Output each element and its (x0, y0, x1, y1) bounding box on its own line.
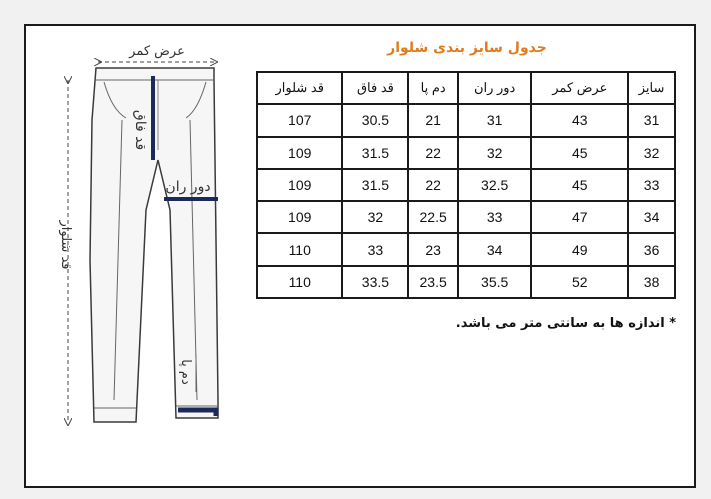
table-cell: 31 (458, 104, 532, 136)
table-cell: 31.5 (342, 169, 408, 201)
table-cell: 30.5 (342, 104, 408, 136)
table-cell: 34 (458, 233, 532, 265)
table-cell: 109 (257, 137, 342, 169)
table-cell: 45 (531, 137, 628, 169)
header-size: سایز (628, 72, 675, 104)
table-row (257, 266, 675, 298)
header-hem: دم پا (408, 72, 458, 104)
chart-title: جدول سایز بندی شلوار (387, 40, 547, 56)
header-rise: قد فاق (342, 72, 408, 104)
table-cell: 33.5 (342, 266, 408, 298)
table-cell: 23.5 (408, 266, 458, 298)
table-cell: 49 (531, 233, 628, 265)
table-cell: 32.5 (458, 169, 532, 201)
table-row (257, 233, 675, 265)
table-cell: 110 (257, 266, 342, 298)
table-cell: 23 (408, 233, 458, 265)
table-row (257, 104, 675, 136)
table-cell: 32 (628, 137, 675, 169)
table-cell: 22.5 (408, 201, 458, 233)
table-cell: 33 (458, 201, 532, 233)
table-cell: 36 (628, 233, 675, 265)
table-cell: 35.5 (458, 266, 532, 298)
units-note: * اندازه ها به سانتی متر می باشد. (455, 316, 676, 331)
table-cell: 109 (257, 169, 342, 201)
header-thigh: دور ران (458, 72, 532, 104)
size-table (256, 71, 676, 299)
table-cell: 38 (628, 266, 675, 298)
table-cell: 33 (628, 169, 675, 201)
header-waist: عرض کمر (531, 72, 628, 104)
table-cell: 22 (408, 137, 458, 169)
table-header-row (257, 72, 675, 104)
table-row (257, 137, 675, 169)
table-row (257, 169, 675, 201)
table-cell: 32 (458, 137, 532, 169)
table-cell: 32 (342, 201, 408, 233)
thigh-label: دور ران (165, 179, 211, 195)
table-cell: 52 (531, 266, 628, 298)
table-cell: 31 (628, 104, 675, 136)
table-cell: 22 (408, 169, 458, 201)
hem-label: دم پا (178, 359, 193, 385)
table-cell: 34 (628, 201, 675, 233)
table-cell: 109 (257, 201, 342, 233)
table-row (257, 201, 675, 233)
table-cell: 33 (342, 233, 408, 265)
table-cell: 110 (257, 233, 342, 265)
table-cell: 107 (257, 104, 342, 136)
waist-label: عرض کمر (129, 44, 185, 59)
table-cell: 43 (531, 104, 628, 136)
rise-label: قد فاق (132, 109, 148, 151)
table-cell: 45 (531, 169, 628, 201)
table-cell: 47 (531, 201, 628, 233)
length-label: قد شلوار (58, 220, 73, 270)
table-cell: 21 (408, 104, 458, 136)
table-cell: 31.5 (342, 137, 408, 169)
header-length: قد شلوار (257, 72, 342, 104)
